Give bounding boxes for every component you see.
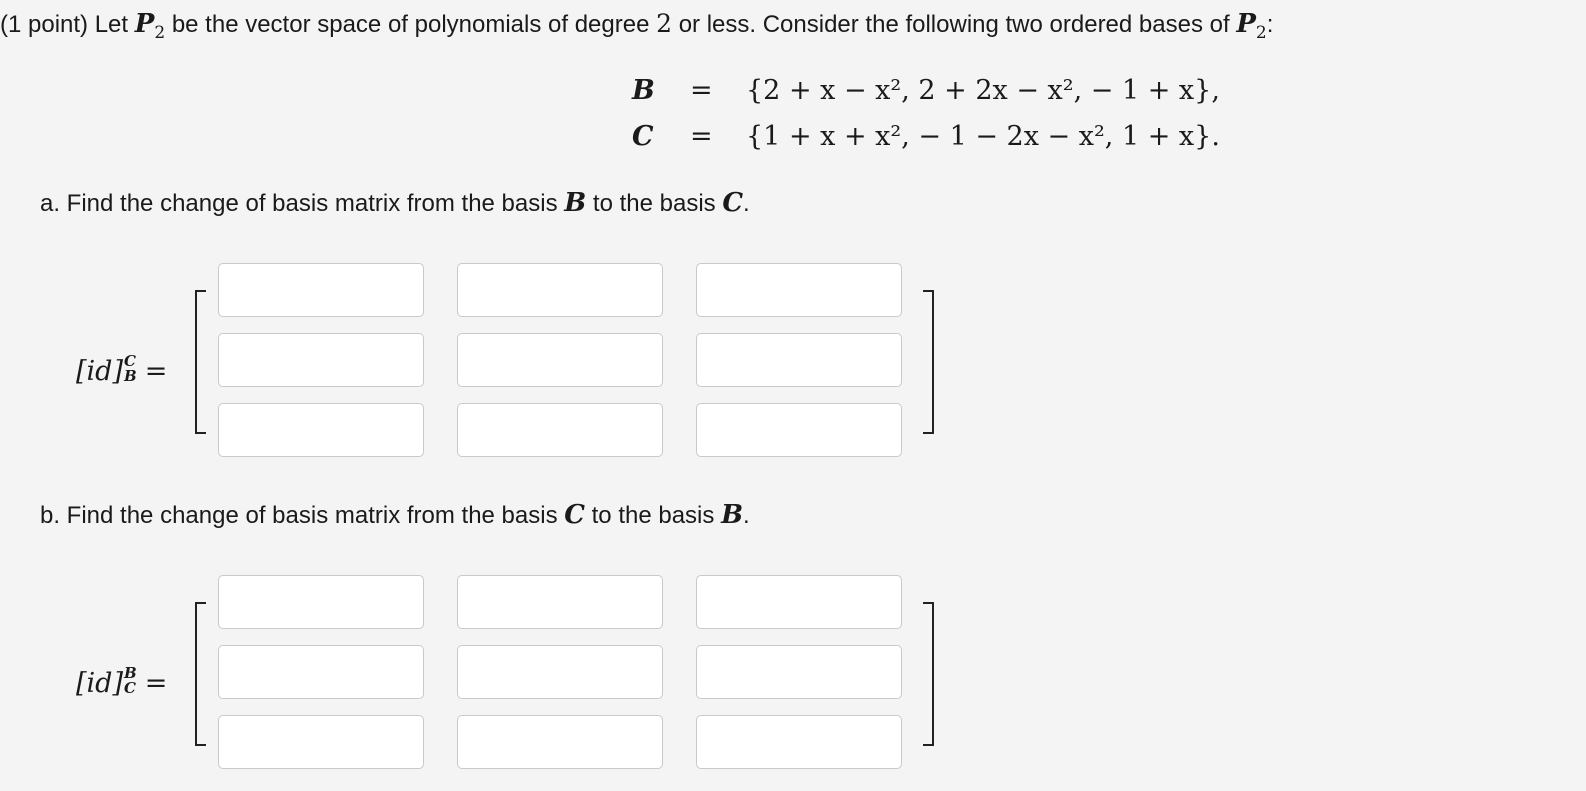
part-a-left-bracket	[195, 290, 206, 434]
part-a-prefix: a. Find the change of basis matrix from the basis	[40, 190, 558, 217]
part-a-to-basis: C	[722, 188, 744, 218]
part-a-cell-r3c2[interactable]	[457, 403, 663, 457]
part-a-equals: =	[144, 356, 168, 387]
part-b-cell-r2c2[interactable]	[457, 645, 663, 699]
basis-symbol-c: C	[632, 121, 654, 152]
basis-symbol-b: B	[632, 75, 655, 106]
intro-colon: :	[1266, 11, 1274, 38]
part-b-cell-r1c1[interactable]	[218, 575, 424, 629]
part-a-suffix: .	[743, 190, 750, 217]
part-a-cell-r1c1[interactable]	[218, 263, 424, 317]
basis-equals-c: =	[690, 121, 713, 152]
part-a-cell-r1c2[interactable]	[457, 263, 663, 317]
part-b-cell-r2c1[interactable]	[218, 645, 424, 699]
part-a-superscript: C	[124, 351, 136, 370]
part-b-suffix: .	[743, 502, 750, 529]
part-b-right-bracket	[923, 602, 934, 746]
space-subscript: 2	[154, 23, 166, 43]
part-a-cell-r3c1[interactable]	[218, 403, 424, 457]
intro-end: or less. Consider the following two ordered bases of	[678, 11, 1230, 38]
part-b-to-basis: B	[721, 500, 744, 530]
part-b-cell-r2c3[interactable]	[696, 645, 902, 699]
part-b-id-symbol: [id]	[76, 668, 123, 699]
space-subscript-2: 2	[1255, 23, 1267, 43]
part-a-cell-r3c3[interactable]	[696, 403, 902, 457]
part-b-cell-r3c3[interactable]	[696, 715, 902, 769]
part-b-prefix: b. Find the change of basis matrix from the basis	[40, 502, 558, 529]
basis-set-b: {2 + x − x², 2 + 2x − x², − 1 + x},	[746, 75, 1220, 106]
part-b-cell-r3c1[interactable]	[218, 715, 424, 769]
part-a-cell-r2c2[interactable]	[457, 333, 663, 387]
part-a-question	[40, 188, 750, 219]
part-a-id-symbol: [id]	[76, 356, 123, 387]
part-a-cell-r1c3[interactable]	[696, 263, 902, 317]
intro-mid: be the vector space of polynomials of degree	[171, 11, 650, 38]
part-a-cell-r2c3[interactable]	[696, 333, 902, 387]
part-b-matrix-label	[76, 663, 168, 700]
part-b-cell-r3c2[interactable]	[457, 715, 663, 769]
part-a-matrix-label	[76, 351, 168, 388]
space-symbol: P	[134, 9, 155, 39]
part-b-cell-r1c3[interactable]	[696, 575, 902, 629]
basis-equals-b: =	[690, 75, 713, 106]
problem-statement	[0, 8, 1273, 43]
part-b-superscript: B	[124, 663, 137, 682]
part-a-right-bracket	[923, 290, 934, 434]
part-b-from-basis: C	[564, 500, 585, 530]
part-b-equals: =	[144, 668, 168, 699]
part-b-question	[40, 500, 750, 531]
part-a-middle: to the basis	[592, 190, 716, 217]
part-b-left-bracket	[195, 602, 206, 746]
basis-set-c: {1 + x + x², − 1 − 2x − x², 1 + x}.	[746, 121, 1220, 152]
part-a-from-basis: B	[564, 188, 587, 218]
part-a-sup-sub	[124, 351, 137, 385]
part-b-middle: to the basis	[591, 502, 715, 529]
part-a-cell-r2c1[interactable]	[218, 333, 424, 387]
space-symbol-2: P	[1236, 9, 1256, 39]
intro-points: (1 point) Let	[0, 11, 129, 38]
part-b-cell-r1c2[interactable]	[457, 575, 663, 629]
degree-value: 2	[656, 9, 673, 38]
part-a-subscript: B	[124, 366, 137, 385]
part-b-sup-sub	[124, 663, 137, 697]
part-b-subscript: C	[124, 678, 136, 697]
